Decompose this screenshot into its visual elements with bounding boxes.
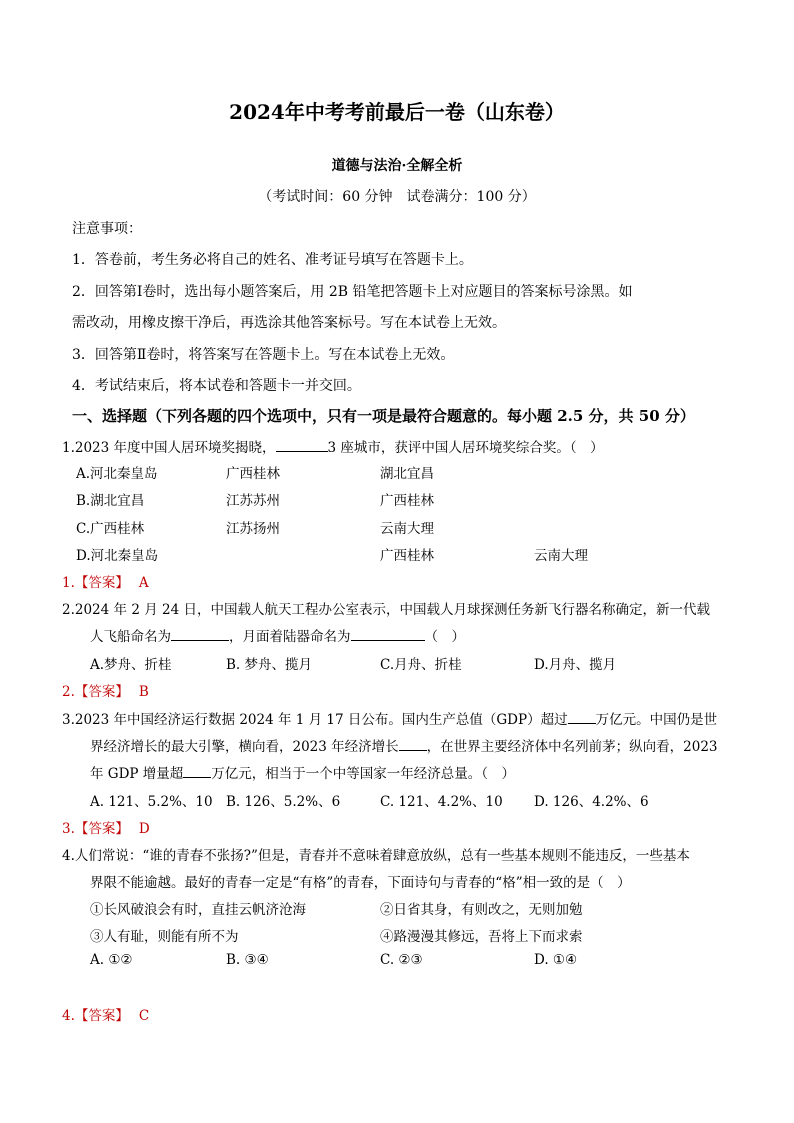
answer-label: 3.【答案】 bbox=[62, 821, 129, 837]
option-label: D.河北秦皇岛 bbox=[76, 548, 159, 564]
option-label: C.广西桂林 bbox=[76, 521, 145, 537]
answer-blank bbox=[183, 764, 211, 778]
option-city: 江苏扬州 bbox=[226, 521, 280, 537]
option-label: A.河北秦皇岛 bbox=[76, 466, 158, 482]
option-city: 湖北宜昌 bbox=[380, 466, 434, 482]
option-b: B. 梦舟、揽月 bbox=[226, 657, 313, 673]
answer-label: 1.【答案】 bbox=[62, 575, 129, 591]
question-3-line-2 bbox=[90, 735, 718, 755]
option-b: B. 126、5.2%、6 bbox=[226, 794, 341, 810]
answer-blank bbox=[171, 627, 229, 641]
question-3-text: 年 GDP 增量超 bbox=[90, 766, 184, 782]
note-1: 1．答卷前，考生务必将自己的姓名、准考证号填写在答题卡上。 bbox=[72, 252, 473, 268]
page-title: 2024年中考考前最后一卷（山东卷） bbox=[229, 100, 565, 124]
answer-1 bbox=[62, 571, 149, 591]
option-city: 云南大理 bbox=[534, 548, 588, 564]
option-d: D.月舟、揽月 bbox=[534, 657, 617, 673]
option-a: A. 121、5.2%、10 bbox=[90, 794, 213, 810]
statement-2: ②日省其身，有则改之，无则加勉 bbox=[380, 902, 583, 918]
option-city: 江苏苏州 bbox=[226, 493, 280, 509]
question-3-text: 3.2023 年中国经济运行数据 2024 年 1 月 17 日公布。国内生产总值（GDP）超过 bbox=[62, 712, 568, 728]
exam-info: （考试时间：60 分钟 试卷满分：100 分） bbox=[258, 189, 536, 205]
answer-blank bbox=[276, 438, 328, 452]
option-c: C. ②③ bbox=[380, 952, 423, 968]
answer-value: D bbox=[138, 821, 150, 837]
note-4: 4．考试结束后，将本试卷和答题卡一并交回。 bbox=[72, 378, 361, 394]
answer-value: C bbox=[138, 1008, 150, 1024]
option-a: A.梦舟、折桂 bbox=[90, 657, 172, 673]
answer-value: B bbox=[138, 684, 149, 700]
question-3-text: 万亿元。中国仍是世 bbox=[595, 712, 718, 728]
section-heading: 一、选择题（下列各题的四个选项中，只有一项是最符合题意的。每小题 2.5 分，共 50 分） bbox=[72, 407, 695, 425]
page-subtitle: 道德与法治·全解全析 bbox=[331, 158, 463, 174]
answer-blank bbox=[568, 710, 596, 724]
option-city: 广西桂林 bbox=[380, 548, 434, 564]
answer-value: A bbox=[138, 575, 149, 591]
answer-blank bbox=[399, 737, 427, 751]
question-4-line-1: 4.人们常说：“谁的青春不张扬?”但是，青春并不意味着肆意放纵，总有一些基本规则不能违反，一些基本 bbox=[62, 848, 690, 864]
answer-blank bbox=[351, 627, 425, 641]
option-d: D. ①④ bbox=[534, 952, 578, 968]
question-1-stem-end: 3 座城市，获评中国人居环境奖综合奖。（ ） bbox=[327, 440, 604, 456]
answer-3 bbox=[62, 817, 150, 837]
question-3-text: ，在世界主要经济体中名列前茅；纵向看，2023 bbox=[426, 739, 718, 755]
option-city: 广西桂林 bbox=[226, 466, 280, 482]
question-1-stem-start: 1.2023 年度中国人居环境奖揭晓， bbox=[62, 440, 276, 456]
option-d: D. 126、4.2%、6 bbox=[534, 794, 649, 810]
option-c: C. 121、4.2%、10 bbox=[380, 794, 503, 810]
question-3-line-3 bbox=[90, 762, 515, 782]
statement-4: ④路漫漫其修远，吾将上下而求索 bbox=[380, 929, 583, 945]
question-2-text: 人飞船命名为 bbox=[90, 629, 171, 645]
question-3-text: 万亿元，相当于一个中等国家一年经济总量。（ ） bbox=[211, 766, 516, 782]
question-1-stem bbox=[62, 436, 604, 456]
answer-label: 2.【答案】 bbox=[62, 684, 129, 700]
option-label: B.湖北宜昌 bbox=[76, 493, 145, 509]
option-c: C.月舟、折桂 bbox=[380, 657, 462, 673]
notes-heading: 注意事项： bbox=[72, 221, 142, 237]
answer-4 bbox=[62, 1004, 149, 1024]
question-2-text: （ ） bbox=[424, 629, 465, 645]
question-2-line-1: 2.2024 年 2 月 24 日，中国载人航天工程办公室表示，中国载人月球探测任务新飞行器名称确定，新一代载 bbox=[62, 602, 710, 618]
answer-2 bbox=[62, 680, 149, 700]
option-a: A. ①② bbox=[90, 952, 133, 968]
option-b: B. ③④ bbox=[226, 952, 269, 968]
question-4-line-2: 界限不能逾越。最好的青春一定是“有格”的青春，下面诗句与青春的“格”相一致的是（ ） bbox=[90, 875, 631, 891]
statement-3: ③人有耻，则能有所不为 bbox=[90, 929, 239, 945]
question-2-line-2 bbox=[90, 625, 465, 645]
question-2-text: ，月面着陆器命名为 bbox=[229, 629, 351, 645]
answer-label: 4.【答案】 bbox=[62, 1008, 129, 1024]
statement-1: ①长风破浪会有时，直挂云帆济沧海 bbox=[90, 902, 306, 918]
question-3-line-1 bbox=[62, 708, 717, 728]
option-city: 广西桂林 bbox=[380, 493, 434, 509]
option-city: 云南大理 bbox=[380, 521, 434, 537]
question-3-text: 界经济增长的最大引擎，横向看，2023 年经济增长 bbox=[90, 739, 399, 755]
note-2-line-1: 2．回答第Ⅰ卷时，选出每小题答案后，用 2B 铅笔把答题卡上对应题目的答案标号涂黑。如 bbox=[72, 284, 633, 300]
note-2-line-2: 需改动，用橡皮擦干净后，再选涂其他答案标号。写在本试卷上无效。 bbox=[72, 315, 506, 331]
note-3: 3．回答第Ⅱ卷时，将答案写在答题卡上。写在本试卷上无效。 bbox=[72, 347, 455, 363]
